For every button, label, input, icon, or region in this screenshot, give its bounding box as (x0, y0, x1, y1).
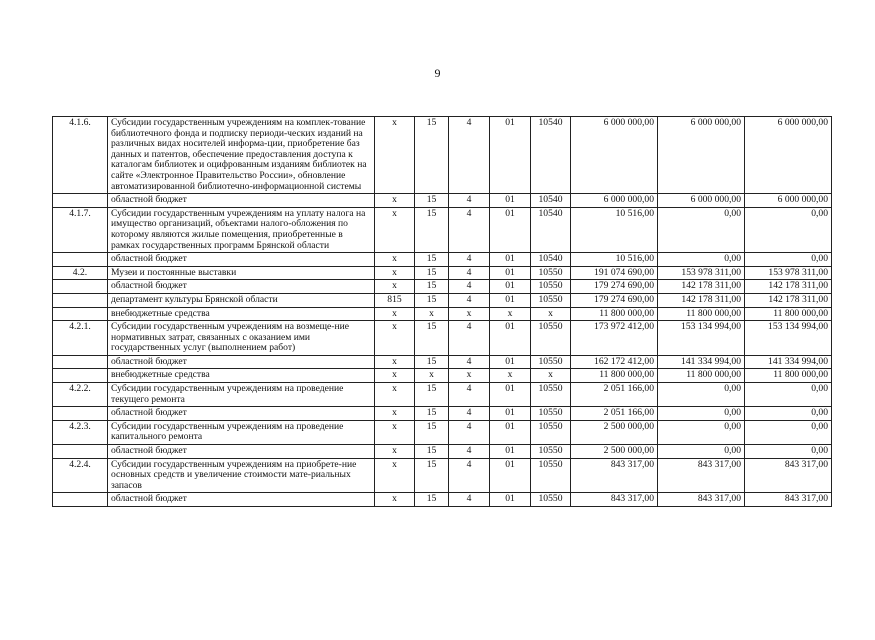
row-number-cell: 4.1.6. (53, 117, 108, 194)
direction-code-cell: 10550 (531, 407, 571, 421)
subprogram-code-cell: x (449, 369, 490, 383)
budget-table (52, 116, 832, 507)
row-name-cell: департамент культуры Брянской области (108, 293, 375, 307)
amount-year1-cell: 6 000 000,00 (571, 117, 658, 194)
page-number: 9 (434, 66, 441, 80)
activity-code-cell: 01 (490, 117, 531, 194)
program-code-cell: 15 (415, 293, 449, 307)
table-row (53, 383, 832, 407)
amount-year2-cell: 141 334 994,00 (658, 355, 745, 369)
activity-code-cell: 01 (490, 383, 531, 407)
row-number-cell (53, 253, 108, 267)
direction-code-cell: 10550 (531, 293, 571, 307)
amount-year3-cell: 142 178 311,00 (745, 293, 832, 307)
gr-code-cell: x (375, 307, 415, 321)
activity-code-cell: 01 (490, 458, 531, 493)
row-name-cell: областной бюджет (108, 493, 375, 507)
amount-year3-cell: 0,00 (745, 445, 832, 459)
amount-year3-cell: 142 178 311,00 (745, 280, 832, 294)
program-code-cell: 15 (415, 117, 449, 194)
row-name-cell: областной бюджет (108, 355, 375, 369)
program-code-cell: 15 (415, 194, 449, 208)
amount-year1-cell: 2 500 000,00 (571, 420, 658, 444)
amount-year3-cell: 0,00 (745, 420, 832, 444)
amount-year2-cell: 6 000 000,00 (658, 117, 745, 194)
direction-code-cell: x (531, 369, 571, 383)
table-row (53, 280, 832, 294)
gr-code-cell: x (375, 383, 415, 407)
row-name-cell: Субсидии государственным учреждениям на проведение текущего ремонта (108, 383, 375, 407)
gr-code-cell: 815 (375, 293, 415, 307)
amount-year1-cell: 2 500 000,00 (571, 445, 658, 459)
activity-code-cell: 01 (490, 280, 531, 294)
table-row (53, 207, 832, 252)
direction-code-cell: 10550 (531, 266, 571, 280)
subprogram-code-cell: x (449, 307, 490, 321)
subprogram-code-cell: 4 (449, 253, 490, 267)
amount-year2-cell: 0,00 (658, 407, 745, 421)
amount-year1-cell: 179 274 690,00 (571, 280, 658, 294)
row-name-cell: областной бюджет (108, 194, 375, 208)
subprogram-code-cell: 4 (449, 207, 490, 252)
program-code-cell: 15 (415, 266, 449, 280)
row-number-cell (53, 445, 108, 459)
amount-year2-cell: 142 178 311,00 (658, 280, 745, 294)
amount-year3-cell: 6 000 000,00 (745, 194, 832, 208)
gr-code-cell: x (375, 420, 415, 444)
row-name-cell: внебюджетные средства (108, 369, 375, 383)
table-row (53, 420, 832, 444)
direction-code-cell: 10550 (531, 493, 571, 507)
activity-code-cell: 01 (490, 420, 531, 444)
amount-year2-cell: 843 317,00 (658, 458, 745, 493)
amount-year3-cell: 0,00 (745, 253, 832, 267)
table-row (53, 117, 832, 194)
subprogram-code-cell: 4 (449, 493, 490, 507)
gr-code-cell: x (375, 280, 415, 294)
gr-code-cell: x (375, 194, 415, 208)
direction-code-cell: 10540 (531, 194, 571, 208)
table-row (53, 253, 832, 267)
amount-year1-cell: 191 074 690,00 (571, 266, 658, 280)
gr-code-cell: x (375, 458, 415, 493)
row-name-cell: внебюджетные средства (108, 307, 375, 321)
amount-year3-cell: 153 978 311,00 (745, 266, 832, 280)
row-number-cell (53, 293, 108, 307)
gr-code-cell: x (375, 321, 415, 356)
activity-code-cell: 01 (490, 493, 531, 507)
table-row (53, 194, 832, 208)
amount-year1-cell: 843 317,00 (571, 493, 658, 507)
table-row (53, 369, 832, 383)
subprogram-code-cell: 4 (449, 407, 490, 421)
direction-code-cell: 10550 (531, 420, 571, 444)
activity-code-cell: x (490, 307, 531, 321)
activity-code-cell: 01 (490, 194, 531, 208)
amount-year1-cell: 2 051 166,00 (571, 407, 658, 421)
amount-year3-cell: 0,00 (745, 383, 832, 407)
table-row (53, 307, 832, 321)
amount-year1-cell: 179 274 690,00 (571, 293, 658, 307)
row-number-cell (53, 307, 108, 321)
row-number-cell: 4.2. (53, 266, 108, 280)
amount-year3-cell: 0,00 (745, 207, 832, 252)
subprogram-code-cell: 4 (449, 445, 490, 459)
amount-year2-cell: 153 978 311,00 (658, 266, 745, 280)
row-name-cell: областной бюджет (108, 280, 375, 294)
row-name-cell: Субсидии государственным учреждениям на приобрете-ние основных средств и увеличение стоимости мате-риальных запасов (108, 458, 375, 493)
program-code-cell: 15 (415, 383, 449, 407)
amount-year1-cell: 10 516,00 (571, 207, 658, 252)
row-name-cell: областной бюджет (108, 253, 375, 267)
amount-year2-cell: 843 317,00 (658, 493, 745, 507)
program-code-cell: 15 (415, 253, 449, 267)
row-name-cell: Субсидии государственным учреждениям на уплату налога на имущество организаций, объектами налого-обложения по которому являются жилые помещения, приобретенные в рамках государственных программ Брянской области (108, 207, 375, 252)
amount-year1-cell: 2 051 166,00 (571, 383, 658, 407)
row-number-cell (53, 407, 108, 421)
row-name-cell: Субсидии государственным учреждениям на проведение капитального ремонта (108, 420, 375, 444)
gr-code-cell: x (375, 407, 415, 421)
table-body (53, 117, 832, 507)
subprogram-code-cell: 4 (449, 383, 490, 407)
amount-year1-cell: 6 000 000,00 (571, 194, 658, 208)
gr-code-cell: x (375, 369, 415, 383)
activity-code-cell: x (490, 369, 531, 383)
subprogram-code-cell: 4 (449, 458, 490, 493)
gr-code-cell: x (375, 207, 415, 252)
direction-code-cell: 10550 (531, 355, 571, 369)
amount-year2-cell: 0,00 (658, 253, 745, 267)
gr-code-cell: x (375, 355, 415, 369)
activity-code-cell: 01 (490, 266, 531, 280)
gr-code-cell: x (375, 445, 415, 459)
row-number-cell (53, 369, 108, 383)
gr-code-cell: x (375, 493, 415, 507)
amount-year1-cell: 10 516,00 (571, 253, 658, 267)
amount-year3-cell: 0,00 (745, 407, 832, 421)
amount-year1-cell: 843 317,00 (571, 458, 658, 493)
amount-year2-cell: 0,00 (658, 207, 745, 252)
row-name-cell: Музеи и постоянные выставки (108, 266, 375, 280)
row-number-cell (53, 194, 108, 208)
program-code-cell: x (415, 369, 449, 383)
subprogram-code-cell: 4 (449, 117, 490, 194)
program-code-cell: 15 (415, 321, 449, 356)
direction-code-cell: 10540 (531, 253, 571, 267)
amount-year2-cell: 11 800 000,00 (658, 307, 745, 321)
row-number-cell (53, 355, 108, 369)
amount-year3-cell: 11 800 000,00 (745, 369, 832, 383)
amount-year2-cell: 153 134 994,00 (658, 321, 745, 356)
amount-year1-cell: 162 172 412,00 (571, 355, 658, 369)
row-name-cell: Субсидии государственным учреждениям на комплек-тование библиотечного фонда и подписку периоди-ческих изданий на различных видах носителей информа-ции, приобретение баз данных и патентов, обеспечение предоставления доступа к каталогам библиотек и оцифрованным изданиям библиотек на сайте «Электронное Правительство России», обновление автоматизированной библиотечно-информационной системы (108, 117, 375, 194)
amount-year3-cell: 843 317,00 (745, 458, 832, 493)
amount-year2-cell: 6 000 000,00 (658, 194, 745, 208)
row-number-cell (53, 280, 108, 294)
direction-code-cell: 10540 (531, 207, 571, 252)
direction-code-cell: 10550 (531, 383, 571, 407)
table-row (53, 266, 832, 280)
direction-code-cell: 10550 (531, 458, 571, 493)
program-code-cell: 15 (415, 280, 449, 294)
activity-code-cell: 01 (490, 355, 531, 369)
row-number-cell: 4.2.2. (53, 383, 108, 407)
gr-code-cell: x (375, 253, 415, 267)
direction-code-cell: 10540 (531, 117, 571, 194)
amount-year2-cell: 142 178 311,00 (658, 293, 745, 307)
direction-code-cell: 10550 (531, 445, 571, 459)
row-name-cell: областной бюджет (108, 445, 375, 459)
amount-year1-cell: 173 972 412,00 (571, 321, 658, 356)
subprogram-code-cell: 4 (449, 266, 490, 280)
subprogram-code-cell: 4 (449, 321, 490, 356)
subprogram-code-cell: 4 (449, 355, 490, 369)
amount-year3-cell: 141 334 994,00 (745, 355, 832, 369)
direction-code-cell: 10550 (531, 280, 571, 294)
program-code-cell: 15 (415, 493, 449, 507)
row-number-cell: 4.2.4. (53, 458, 108, 493)
gr-code-cell: x (375, 117, 415, 194)
activity-code-cell: 01 (490, 253, 531, 267)
program-code-cell: 15 (415, 445, 449, 459)
amount-year3-cell: 11 800 000,00 (745, 307, 832, 321)
activity-code-cell: 01 (490, 293, 531, 307)
program-code-cell: 15 (415, 407, 449, 421)
amount-year3-cell: 6 000 000,00 (745, 117, 832, 194)
table-row (53, 407, 832, 421)
table-row (53, 355, 832, 369)
activity-code-cell: 01 (490, 445, 531, 459)
gr-code-cell: x (375, 266, 415, 280)
amount-year3-cell: 843 317,00 (745, 493, 832, 507)
row-name-cell: Субсидии государственным учреждениям на возмеще-ние нормативных затрат, связанных с оказанием ими государственных услуг (выполнением работ) (108, 321, 375, 356)
program-code-cell: x (415, 307, 449, 321)
program-code-cell: 15 (415, 355, 449, 369)
activity-code-cell: 01 (490, 321, 531, 356)
table-row (53, 493, 832, 507)
table-row (53, 445, 832, 459)
amount-year3-cell: 153 134 994,00 (745, 321, 832, 356)
amount-year2-cell: 0,00 (658, 420, 745, 444)
row-number-cell: 4.2.1. (53, 321, 108, 356)
row-number-cell: 4.1.7. (53, 207, 108, 252)
program-code-cell: 15 (415, 458, 449, 493)
activity-code-cell: 01 (490, 207, 531, 252)
table-row (53, 321, 832, 356)
row-number-cell: 4.2.3. (53, 420, 108, 444)
program-code-cell: 15 (415, 207, 449, 252)
amount-year1-cell: 11 800 000,00 (571, 307, 658, 321)
amount-year1-cell: 11 800 000,00 (571, 369, 658, 383)
row-name-cell: областной бюджет (108, 407, 375, 421)
direction-code-cell: x (531, 307, 571, 321)
table-row (53, 293, 832, 307)
subprogram-code-cell: 4 (449, 194, 490, 208)
table-row (53, 458, 832, 493)
amount-year2-cell: 11 800 000,00 (658, 369, 745, 383)
amount-year2-cell: 0,00 (658, 445, 745, 459)
subprogram-code-cell: 4 (449, 420, 490, 444)
activity-code-cell: 01 (490, 407, 531, 421)
subprogram-code-cell: 4 (449, 293, 490, 307)
row-number-cell (53, 493, 108, 507)
direction-code-cell: 10550 (531, 321, 571, 356)
amount-year2-cell: 0,00 (658, 383, 745, 407)
subprogram-code-cell: 4 (449, 280, 490, 294)
program-code-cell: 15 (415, 420, 449, 444)
